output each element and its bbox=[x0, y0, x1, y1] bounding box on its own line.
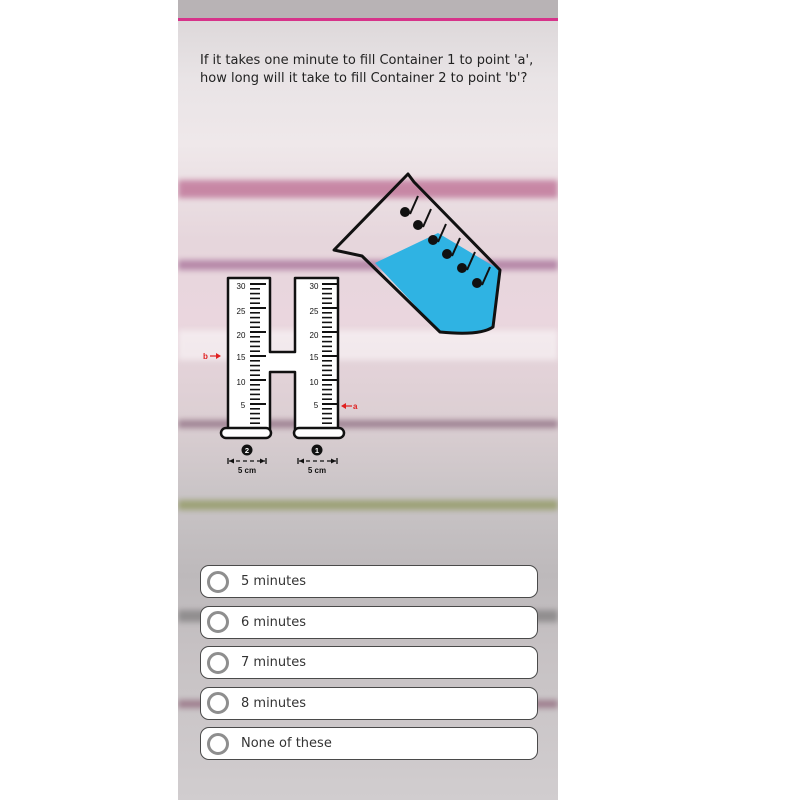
answer-options bbox=[200, 565, 538, 768]
marker-b-arrowhead bbox=[216, 353, 221, 359]
container-1-width-dimension bbox=[298, 458, 337, 464]
tube-1-scale-label-25: 25 bbox=[309, 307, 319, 316]
tube-1-scale-label-15: 15 bbox=[309, 353, 319, 362]
radio-button[interactable] bbox=[207, 652, 229, 674]
accent-line bbox=[178, 18, 558, 21]
radio-button[interactable] bbox=[207, 571, 229, 593]
marker-a-label: a bbox=[353, 402, 358, 411]
tube-2-scale-label-30: 30 bbox=[236, 282, 246, 291]
answer-option-6-minutes[interactable] bbox=[200, 606, 538, 639]
answer-label: 7 minutes bbox=[241, 655, 307, 671]
answer-label: None of these bbox=[241, 736, 332, 752]
marker-b-label: b bbox=[203, 352, 208, 361]
tube-1-scale-label-20: 20 bbox=[309, 331, 319, 340]
h-tubes bbox=[221, 278, 344, 438]
marker-b bbox=[203, 352, 221, 361]
question-text bbox=[200, 52, 540, 88]
container-2-width-dimension bbox=[228, 458, 266, 464]
background-streak bbox=[178, 500, 558, 510]
quiz-panel bbox=[178, 0, 558, 800]
question-line-1: If it takes one minute to fill Container 1 to point 'a', bbox=[200, 53, 534, 68]
tube-2-scale-label-20: 20 bbox=[236, 331, 246, 340]
tube-1-scale-label-10: 10 bbox=[309, 378, 319, 387]
top-bar bbox=[178, 0, 558, 18]
container-1-width-label: 5 cm bbox=[307, 466, 327, 475]
answer-option-7-minutes[interactable] bbox=[200, 646, 538, 679]
answer-label: 8 minutes bbox=[241, 695, 307, 711]
marker-a bbox=[341, 402, 358, 411]
radio-button[interactable] bbox=[207, 611, 229, 633]
containers-figure bbox=[178, 165, 558, 485]
tube-2-scale-label-10: 10 bbox=[236, 378, 246, 387]
radio-button[interactable] bbox=[207, 733, 229, 755]
answer-label: 6 minutes bbox=[241, 614, 307, 630]
answer-label: 5 minutes bbox=[241, 574, 307, 589]
container-2-badge bbox=[242, 445, 253, 456]
container-1-badge bbox=[312, 445, 323, 456]
beaker-illustration bbox=[334, 174, 500, 333]
tube-1-base bbox=[294, 428, 344, 438]
radio-button[interactable] bbox=[207, 692, 229, 714]
answer-option-8-minutes[interactable] bbox=[200, 687, 538, 720]
answer-option-none-of-these[interactable] bbox=[200, 727, 538, 760]
container-2-width-label: 5 cm bbox=[237, 466, 257, 475]
tube-2-scale-label-5: 5 bbox=[240, 401, 246, 410]
tube-2-scale-label-25: 25 bbox=[236, 307, 246, 316]
tube-1-scale-label-5: 5 bbox=[313, 401, 319, 410]
answer-option-5-minutes[interactable] bbox=[200, 565, 538, 598]
question-line-2: how long will it take to fill Container 2 to point 'b'? bbox=[200, 71, 528, 86]
tube-2-scale-label-15: 15 bbox=[236, 353, 246, 362]
container-2-badge-number: 2 bbox=[244, 446, 250, 455]
tube-1-scale-label-30: 30 bbox=[309, 282, 319, 291]
container-1-badge-number: 1 bbox=[314, 446, 320, 455]
tube-2-base bbox=[221, 428, 271, 438]
